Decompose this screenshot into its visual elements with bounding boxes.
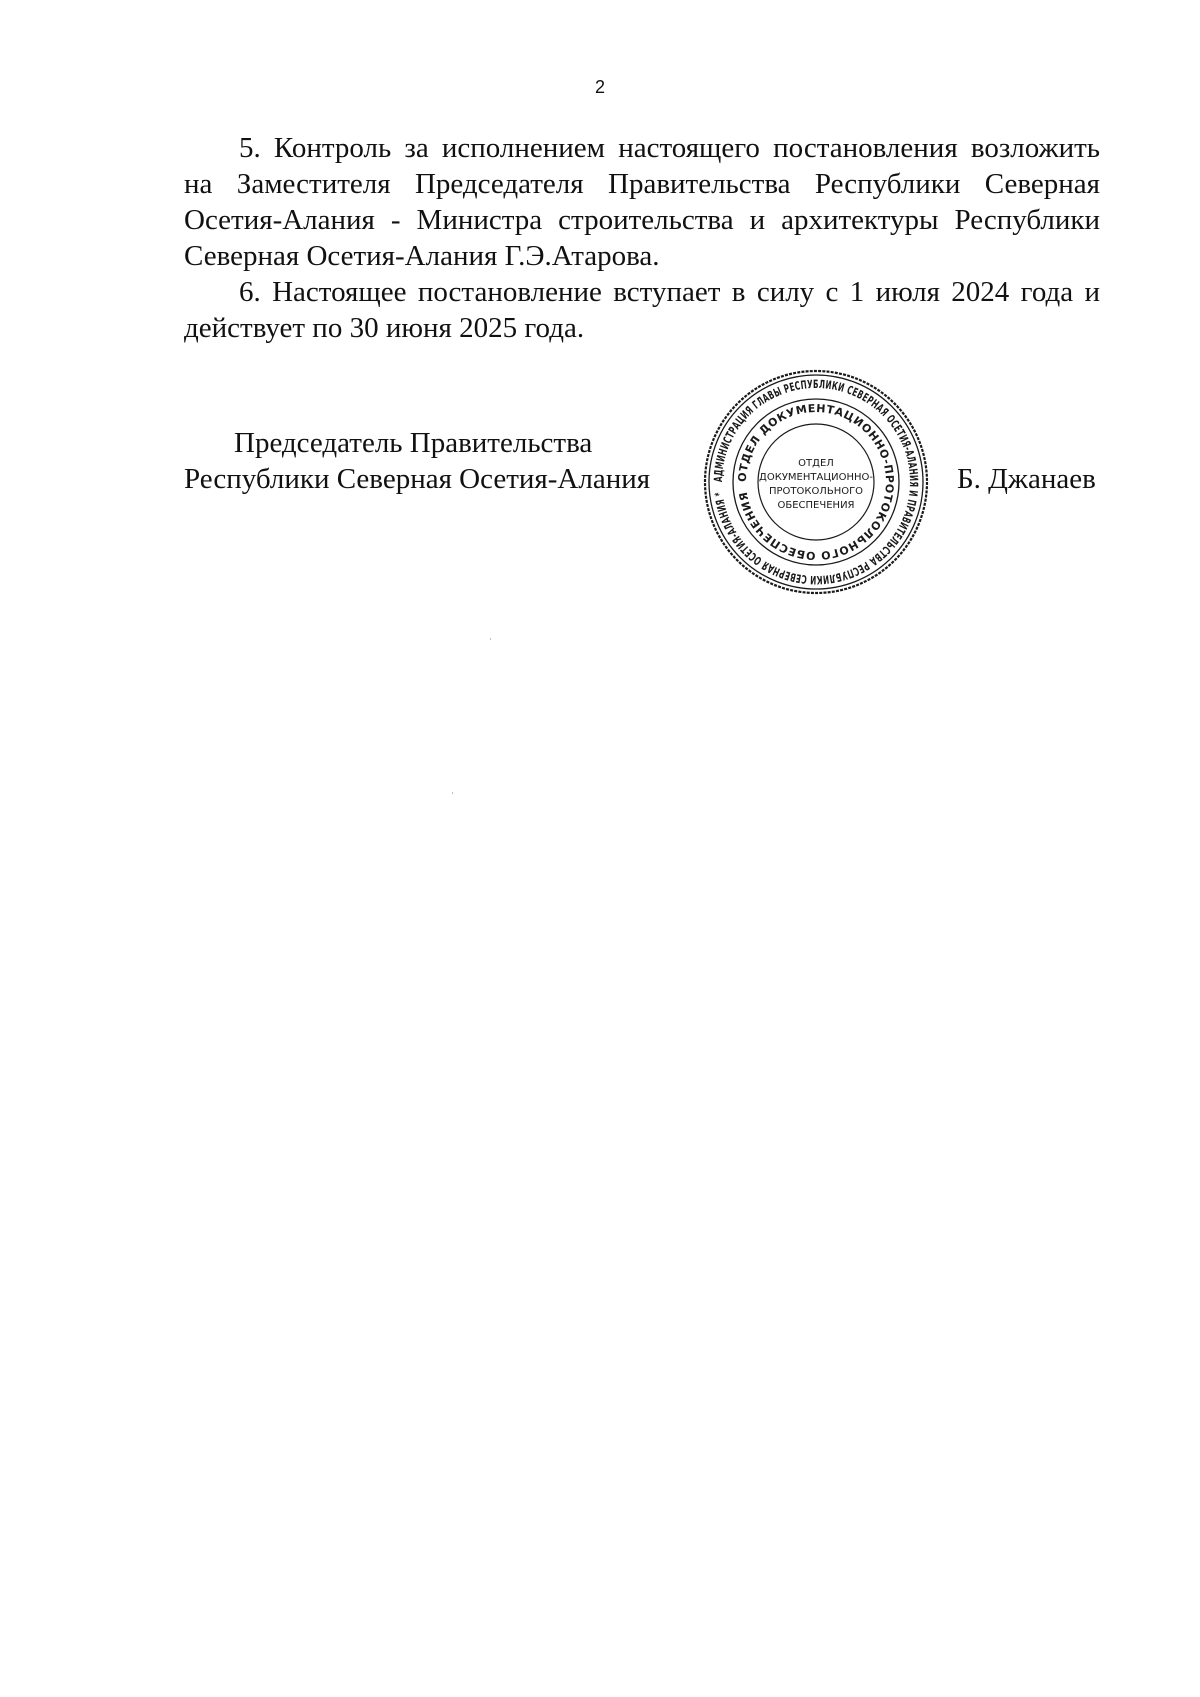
page-number: 2 (594, 77, 605, 97)
paragraph-6: 6. Настоящее постановление вступает в силу с 1 июля 2024 года и действует по 30 июня 2025 года. (184, 276, 1100, 344)
seal-center-line-3: ПРОТОКОЛЬНОГО (768, 486, 864, 497)
official-seal (701, 367, 931, 597)
signatory-name: Б. Джанаев (957, 463, 1096, 495)
scan-speck (452, 792, 453, 794)
seal-inner-ring-text: ОТДЕЛ ДОКУМЕНТАЦИОННО-ПРОТОКОЛЬНОГО ОБЕСПЕЧЕНИЯ (735, 401, 897, 563)
paragraph-5: 5. Контроль за исполнением настоящего постановления возложить на Заместителя Председателя Правительства Республики Северная Осетия-Алания - Министра строительства и архитектуры Республики Северная Осетия-Алания Г.Э.Атарова. (184, 132, 1100, 272)
seal-center-line-2: ДОКУМЕНТАЦИОННО- (759, 472, 873, 483)
scan-speck (490, 638, 491, 640)
seal-outer-ring-text: АДМИНИСТРАЦИЯ ГЛАВЫ РЕСПУБЛИКИ СЕВЕРНАЯ ОСЕТИЯ-АЛАНИЯ И ПРАВИТЕЛЬСТВА РЕСПУБЛИКИ СЕВЕРНАЯ ОСЕТИЯ-АЛАНИЯ * (710, 376, 922, 588)
seal-graphic (701, 367, 931, 597)
seal-center-line-1: ОТДЕЛ (798, 458, 834, 469)
document-body (184, 130, 1100, 346)
seal-center-line-4: ОБЕСПЕЧЕНИЯ (777, 500, 855, 511)
signatory-position (184, 425, 650, 497)
signatory-position-line1: Председатель Правительства (234, 427, 593, 459)
signatory-position-line2: Республики Северная Осетия-Алания (184, 463, 651, 495)
